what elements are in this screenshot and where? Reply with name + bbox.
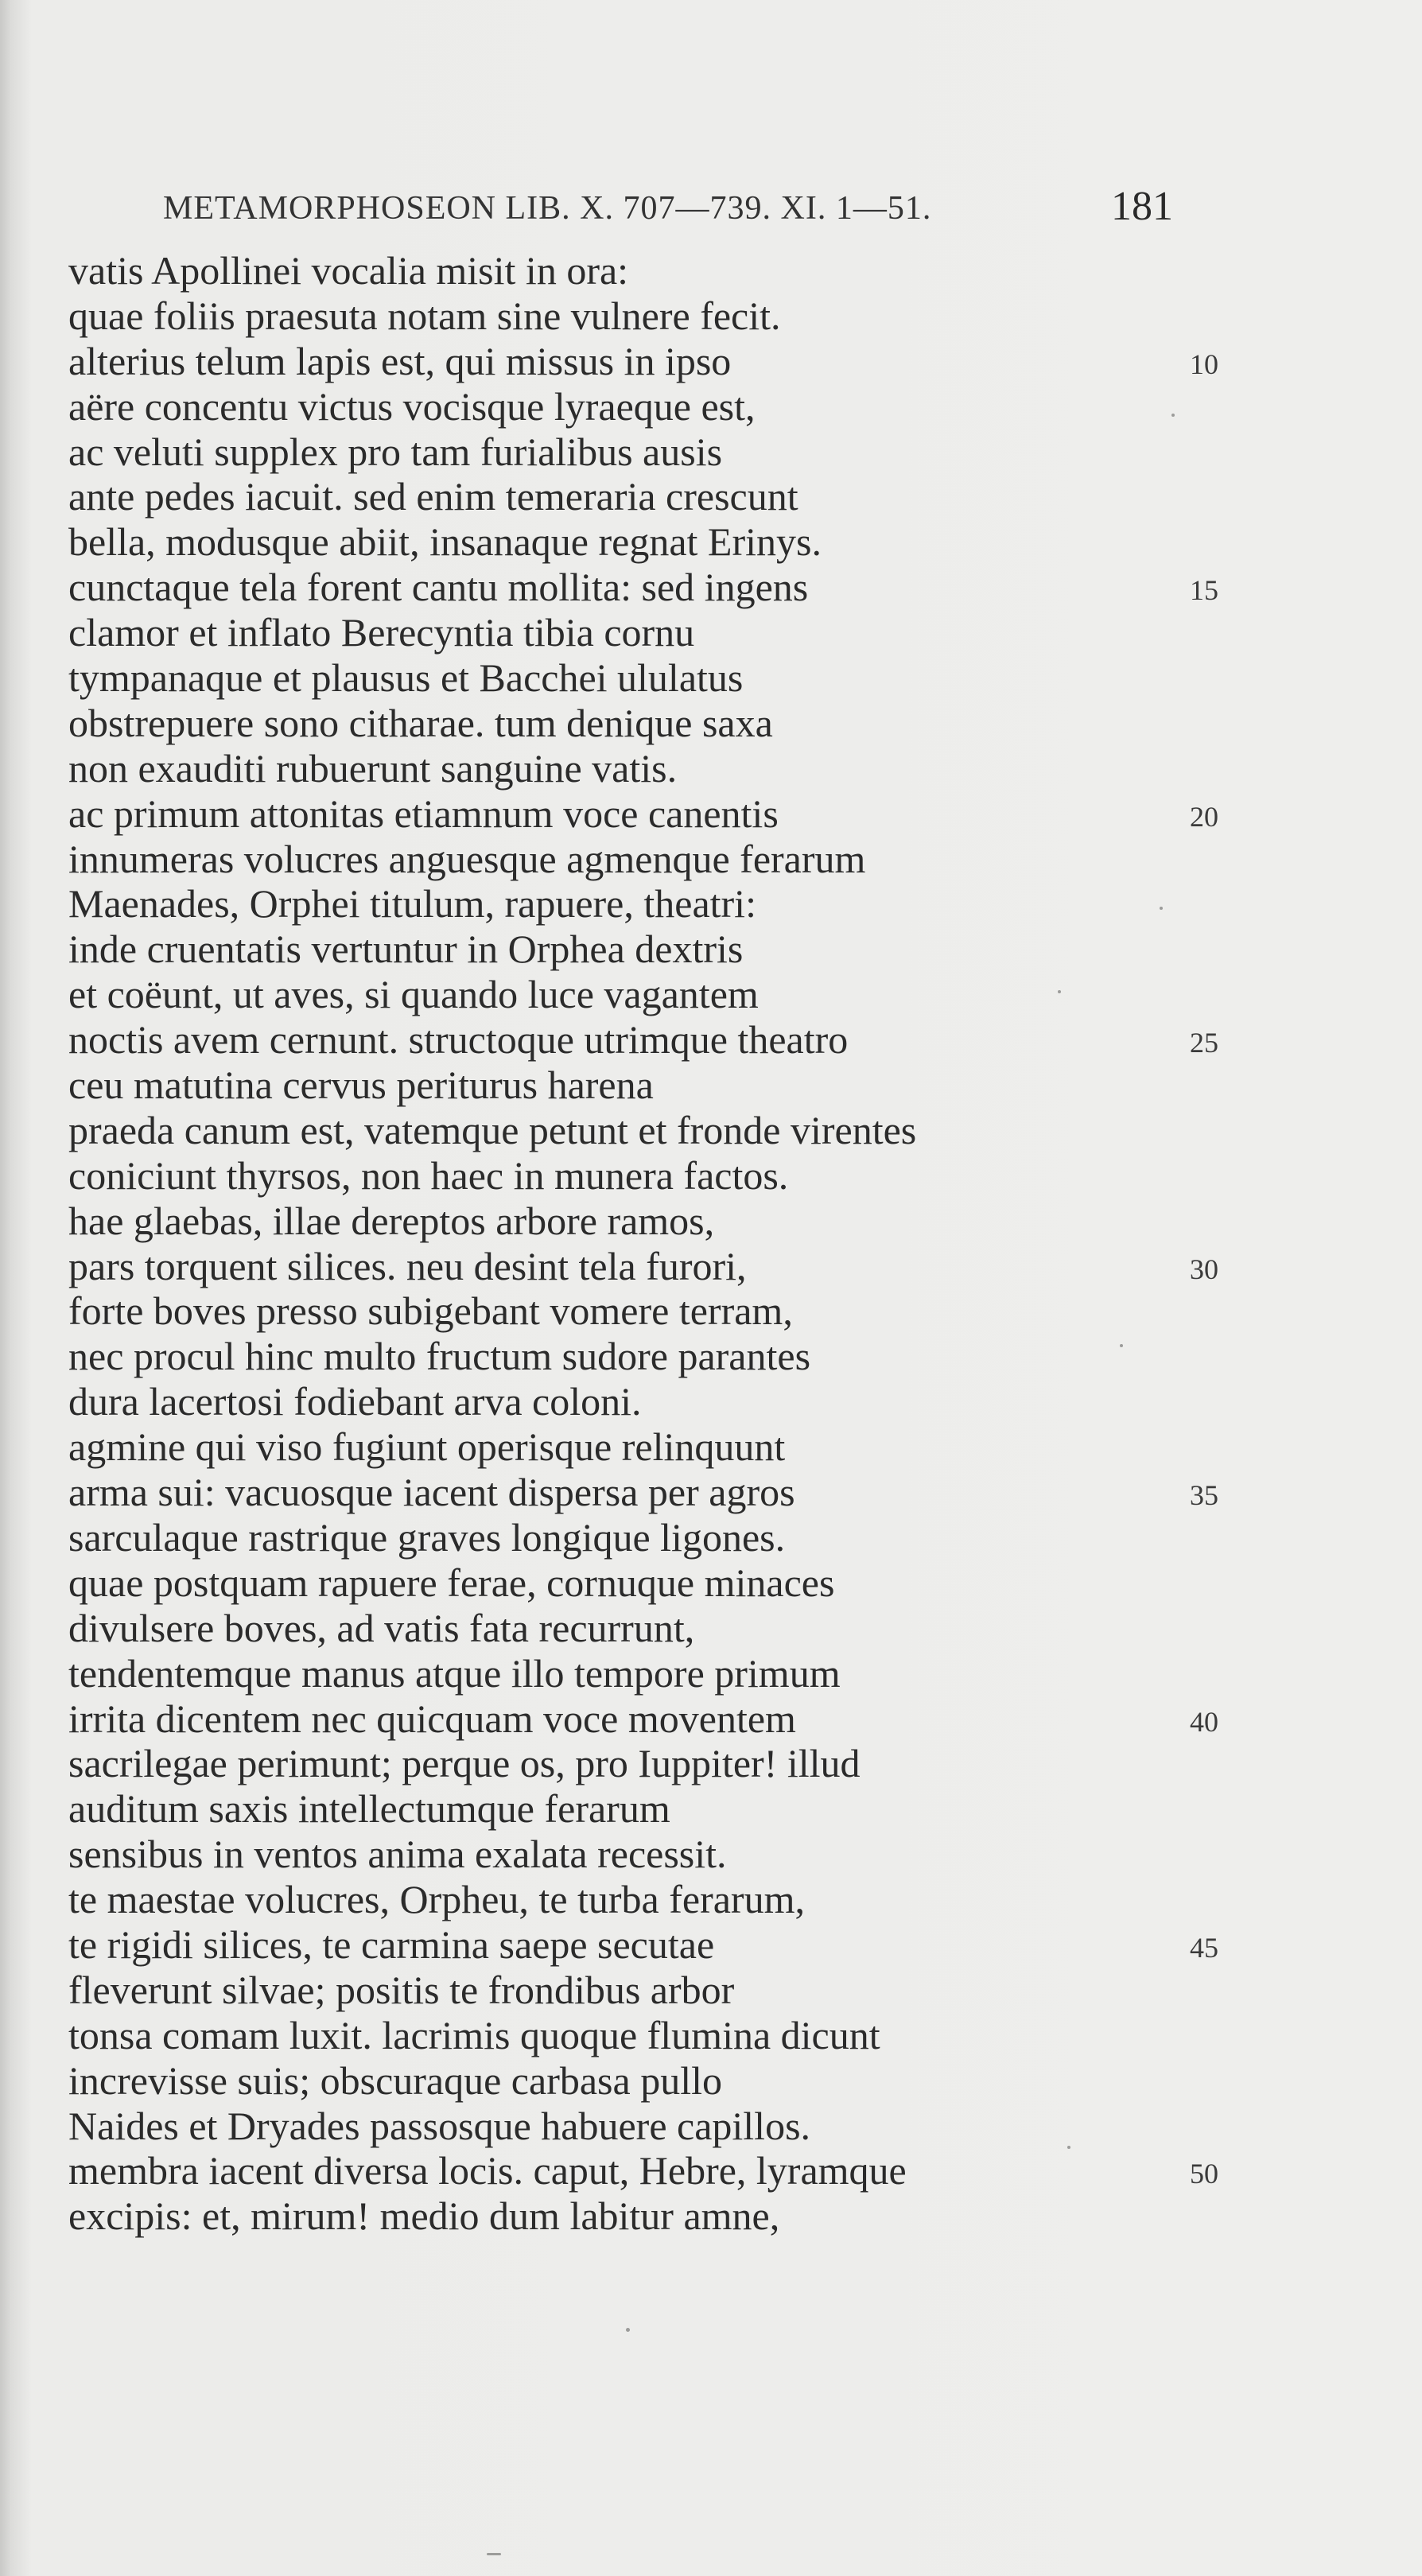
verse-line bbox=[68, 1470, 1230, 1515]
line-number: 40 bbox=[1190, 1705, 1218, 1738]
line-number: 30 bbox=[1190, 1253, 1218, 1285]
print-speck bbox=[1160, 907, 1163, 910]
verse-line bbox=[68, 881, 1230, 927]
verse-line bbox=[68, 927, 1230, 972]
verse-line bbox=[68, 1153, 1230, 1199]
print-speck bbox=[487, 2553, 501, 2555]
verse-line bbox=[68, 384, 1230, 429]
verse-line-text: non exauditi rubuerunt sanguine vatis. bbox=[68, 745, 678, 791]
verse-line-text: forte boves presso subigebant vomere terram, bbox=[68, 1288, 793, 1334]
verse-line bbox=[68, 610, 1230, 655]
verse-line bbox=[68, 339, 1230, 384]
verse-line-text: ceu matutina cervus periturus harena bbox=[68, 1063, 654, 1108]
verse-line-text: agmine qui viso fugiunt operisque relinquunt bbox=[68, 1424, 786, 1470]
print-speck bbox=[1171, 414, 1175, 417]
verse-line bbox=[68, 1017, 1230, 1063]
verse-line bbox=[68, 1606, 1230, 1651]
verse-line-text: tympanaque et plausus et Bacchei ululatus bbox=[68, 655, 744, 701]
verse-line-text: sarculaque rastrique graves longique ligones. bbox=[68, 1514, 786, 1560]
page-header bbox=[163, 183, 1173, 239]
print-speck bbox=[1067, 2146, 1070, 2149]
verse-line-text: irrita dicentem nec quicquam voce moventem bbox=[68, 1696, 796, 1741]
verse-line-text: hae glaebas, illae dereptos arbore ramos, bbox=[68, 1198, 715, 1243]
verse-line-text: praeda canum est, vatemque petunt et fronde virentes bbox=[68, 1107, 917, 1152]
verse-line-text: te maestae volucres, Orpheu, te turba ferarum, bbox=[68, 1877, 805, 1922]
verse-line-text: excipis: et, mirum! medio dum labitur amne, bbox=[68, 2193, 780, 2239]
line-number: 15 bbox=[1190, 574, 1218, 607]
verse-line-text: bella, modusque abiit, insanaque regnat Erinys. bbox=[68, 519, 822, 565]
line-number: 10 bbox=[1190, 348, 1218, 380]
verse-line bbox=[68, 1244, 1230, 1289]
line-number: 50 bbox=[1190, 2158, 1218, 2190]
verse-line-text: quae foliis praesuta notam sine vulnere fecit. bbox=[68, 293, 781, 338]
verse-line bbox=[68, 1108, 1230, 1153]
verse-line bbox=[68, 519, 1230, 565]
verse-line-text: ac veluti supplex pro tam furialibus ausis bbox=[68, 429, 723, 474]
verse-line-text: aëre concentu victus vocisque lyraeque est, bbox=[68, 383, 756, 429]
verse-line-text: arma sui: vacuosque iacent dispersa per agros bbox=[68, 1470, 795, 1515]
verse-line-text: innumeras volucres anguesque agmenque ferarum bbox=[68, 836, 866, 881]
line-number: 20 bbox=[1190, 800, 1218, 833]
page-number: 181 bbox=[1111, 184, 1173, 229]
verse-line bbox=[68, 1968, 1230, 2013]
verse-line bbox=[68, 1786, 1230, 1832]
verse-line bbox=[68, 701, 1230, 746]
verse-line-text: clamor et inflato Berecyntia tibia cornu bbox=[68, 610, 695, 655]
verse-line bbox=[68, 429, 1230, 475]
verse-line bbox=[68, 1334, 1230, 1379]
line-number: 35 bbox=[1190, 1479, 1218, 1512]
running-head: METAMORPHOSEON LIB. X. 707—739. XI. 1—51. bbox=[163, 190, 932, 227]
verse-line bbox=[68, 1515, 1230, 1560]
verse-line-text: noctis avem cernunt. structoque utrimque theatro bbox=[68, 1017, 849, 1063]
verse-line bbox=[68, 474, 1230, 519]
verse-line-text: alterius telum lapis est, qui missus in ipso bbox=[68, 338, 732, 383]
verse-line-text: coniciunt thyrsos, non haec in munera factos. bbox=[68, 1152, 789, 1198]
verse-line-text: inde cruentatis vertuntur in Orphea dextris bbox=[68, 927, 744, 972]
verse-line bbox=[68, 1199, 1230, 1244]
verse-line bbox=[68, 655, 1230, 701]
verse-line bbox=[68, 248, 1230, 293]
verse-line bbox=[68, 972, 1230, 1017]
verse-text-block bbox=[68, 248, 1230, 2239]
verse-line-text: tendentemque manus atque illo tempore primum bbox=[68, 1650, 841, 1696]
verse-line bbox=[68, 1063, 1230, 1108]
print-speck bbox=[1120, 1344, 1123, 1347]
verse-line bbox=[68, 837, 1230, 882]
verse-line-text: divulsere boves, ad vatis fata recurrunt, bbox=[68, 1605, 695, 1650]
verse-line bbox=[68, 2013, 1230, 2058]
verse-line-text: obstrepuere sono citharae. tum denique saxa bbox=[68, 700, 773, 745]
verse-line-text: membra iacent diversa locis. caput, Hebre, lyramque bbox=[68, 2148, 907, 2193]
verse-line-text: increvisse suis; obscuraque carbasa pullo bbox=[68, 2057, 722, 2103]
verse-line bbox=[68, 2058, 1230, 2104]
verse-line-text: vatis Apollinei vocalia misit in ora: bbox=[68, 248, 629, 293]
verse-line-text: tonsa comam luxit. lacrimis quoque flumina dicunt bbox=[68, 2012, 880, 2057]
verse-line bbox=[68, 1696, 1230, 1742]
verse-line-text: quae postquam rapuere ferae, cornuque minaces bbox=[68, 1560, 835, 1605]
verse-line-text: pars torquent silices. neu desint tela furori, bbox=[68, 1243, 747, 1288]
verse-line bbox=[68, 293, 1230, 339]
verse-line bbox=[68, 1877, 1230, 1922]
line-number: 45 bbox=[1190, 1931, 1218, 1964]
verse-line-text: te rigidi silices, te carmina saepe secutae bbox=[68, 1921, 715, 1967]
verse-line bbox=[68, 1741, 1230, 1786]
verse-line-text: fleverunt silvae; positis te frondibus arbor bbox=[68, 1967, 735, 2012]
verse-line bbox=[68, 1288, 1230, 1334]
verse-line bbox=[68, 2148, 1230, 2193]
verse-line-text: auditum saxis intellectumque ferarum bbox=[68, 1786, 670, 1832]
verse-line-text: et coëunt, ut aves, si quando luce vagantem bbox=[68, 972, 759, 1017]
verse-line bbox=[68, 1651, 1230, 1696]
print-speck bbox=[1058, 990, 1061, 993]
line-number: 25 bbox=[1190, 1027, 1218, 1059]
verse-line-text: nec procul hinc multo fructum sudore parantes bbox=[68, 1334, 811, 1379]
verse-line bbox=[68, 1560, 1230, 1606]
verse-line-text: Naides et Dryades passosque habuere capillos. bbox=[68, 2103, 811, 2148]
verse-line bbox=[68, 746, 1230, 791]
verse-line-text: cunctaque tela forent cantu mollita: sed ingens bbox=[68, 565, 809, 610]
verse-line bbox=[68, 1379, 1230, 1424]
verse-line bbox=[68, 2104, 1230, 2149]
verse-line-text: sensibus in ventos anima exalata recessit. bbox=[68, 1832, 727, 1877]
verse-line-text: dura lacertosi fodiebant arva coloni. bbox=[68, 1379, 642, 1424]
verse-line-text: Maenades, Orphei titulum, rapuere, theatri: bbox=[68, 881, 756, 927]
verse-line bbox=[68, 565, 1230, 610]
verse-line bbox=[68, 1424, 1230, 1470]
verse-line bbox=[68, 2193, 1230, 2239]
verse-line bbox=[68, 791, 1230, 837]
verse-line-text: ac primum attonitas etiamnum voce canentis bbox=[68, 791, 779, 836]
verse-line-text: ante pedes iacuit. sed enim temeraria crescunt bbox=[68, 474, 798, 519]
print-speck bbox=[626, 2328, 630, 2332]
verse-line-text: sacrilegae perimunt; perque os, pro Iuppiter! illud bbox=[68, 1741, 861, 1786]
verse-line bbox=[68, 1832, 1230, 1877]
verse-line bbox=[68, 1922, 1230, 1968]
